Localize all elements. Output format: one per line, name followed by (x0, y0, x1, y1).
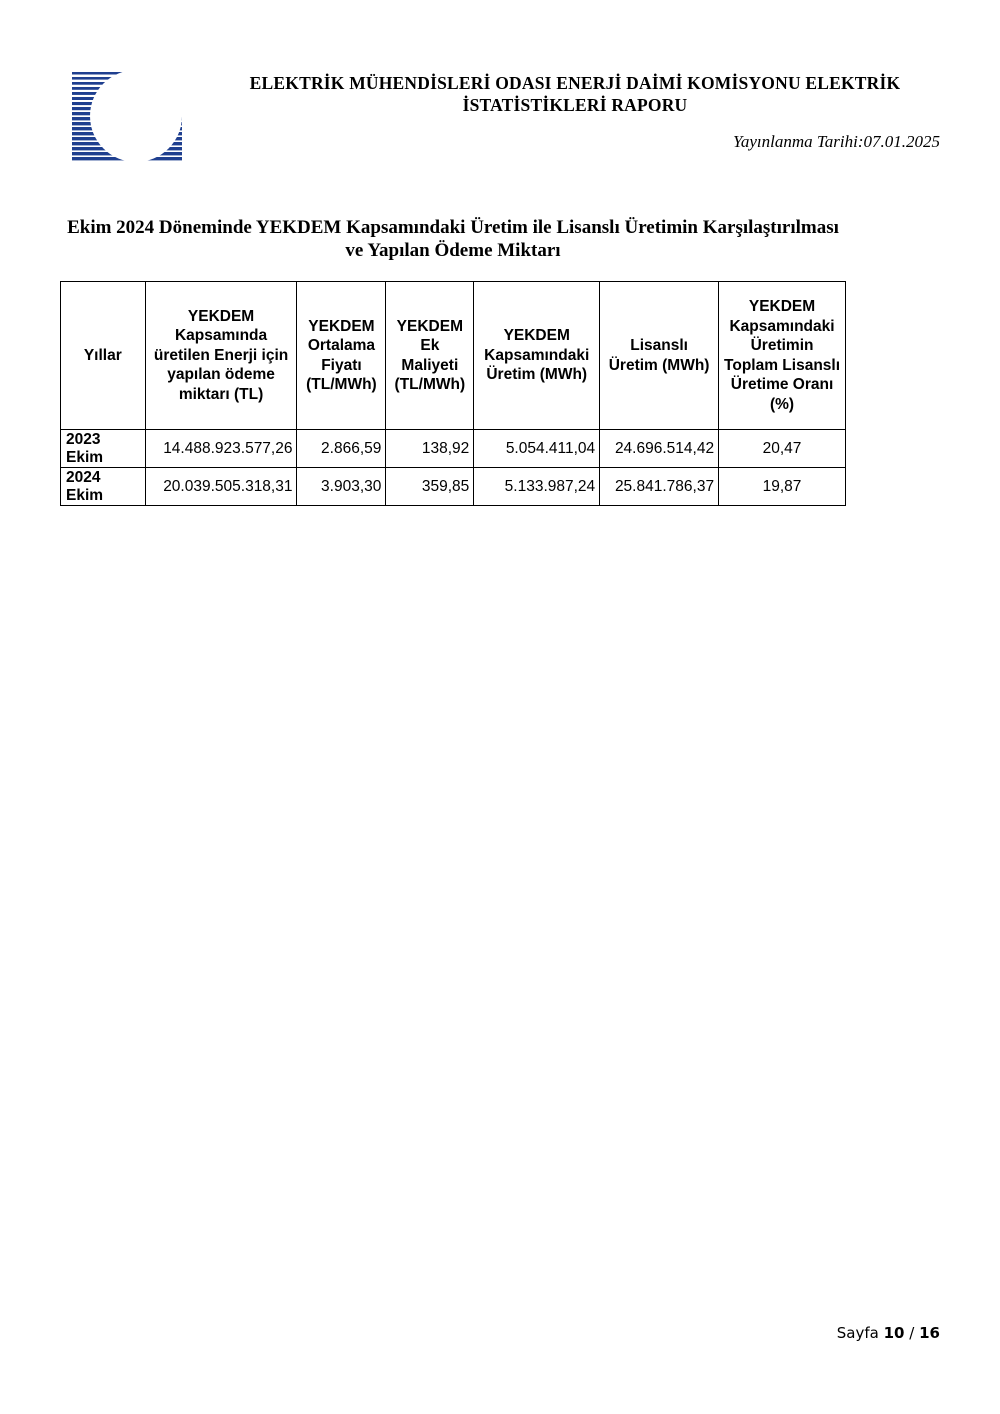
cell-yekdem-production: 5.054.411,04 (474, 430, 600, 468)
report-title: ELEKTRİK MÜHENDİSLERİ ODASI ENERJİ DAİMİ KOMİSYONU ELEKTRİK İSTATİSTİKLERİ RAPORU (249, 73, 901, 115)
header-ratio: YEKDEM Kapsamındaki Üretimin Toplam Lisanslı Üretime Oranı (%) (719, 282, 846, 430)
cell-year: 2023 Ekim (61, 430, 146, 468)
page-separator: / (909, 1324, 915, 1342)
cell-ratio: 19,87 (719, 468, 846, 506)
cell-licensed-production: 24.696.514,42 (600, 430, 719, 468)
publication-date: Yayınlanma Tarihi:07.01.2025 (732, 132, 940, 151)
table-header-row (61, 282, 846, 430)
page-prefix: Sayfa (836, 1324, 879, 1342)
page-current: 10 (883, 1324, 905, 1342)
cell-yekdem-production: 5.133.987,24 (474, 468, 600, 506)
emo-logo (72, 70, 200, 162)
header-yekdem-production: YEKDEM Kapsamındaki Üretim (MWh) (474, 282, 600, 430)
header-years: Yıllar (61, 282, 146, 430)
cell-payment: 14.488.923.577,26 (145, 430, 297, 468)
table-row (61, 430, 846, 468)
cell-licensed-production: 25.841.786,37 (600, 468, 719, 506)
cell-avg-price: 3.903,30 (297, 468, 386, 506)
yekdem-comparison-table (60, 281, 846, 506)
page-total: 16 (919, 1324, 940, 1342)
header-avg-price: YEKDEM Ortalama Fiyatı (TL/MWh) (297, 282, 386, 430)
header-extra-cost: YEKDEM Ek Maliyeti (TL/MWh) (386, 282, 474, 430)
cell-year: 2024 Ekim (61, 468, 146, 506)
cell-extra-cost: 359,85 (386, 468, 474, 506)
cell-avg-price: 2.866,59 (297, 430, 386, 468)
table-row (61, 468, 846, 506)
cell-extra-cost: 138,92 (386, 430, 474, 468)
header-licensed-production: Lisanslı Üretim (MWh) (600, 282, 719, 430)
cell-ratio: 20,47 (719, 430, 846, 468)
page-number (837, 1324, 940, 1342)
header-payment: YEKDEM Kapsamında üretilen Enerji için yapılan ödeme miktarı (TL) (145, 282, 297, 430)
section-title: Ekim 2024 Döneminde YEKDEM Kapsamındaki Üretim ile Lisanslı Üretimin Karşılaştırılması ve Yapılan Ödeme Miktarı (67, 217, 839, 261)
cell-payment: 20.039.505.318,31 (145, 468, 297, 506)
